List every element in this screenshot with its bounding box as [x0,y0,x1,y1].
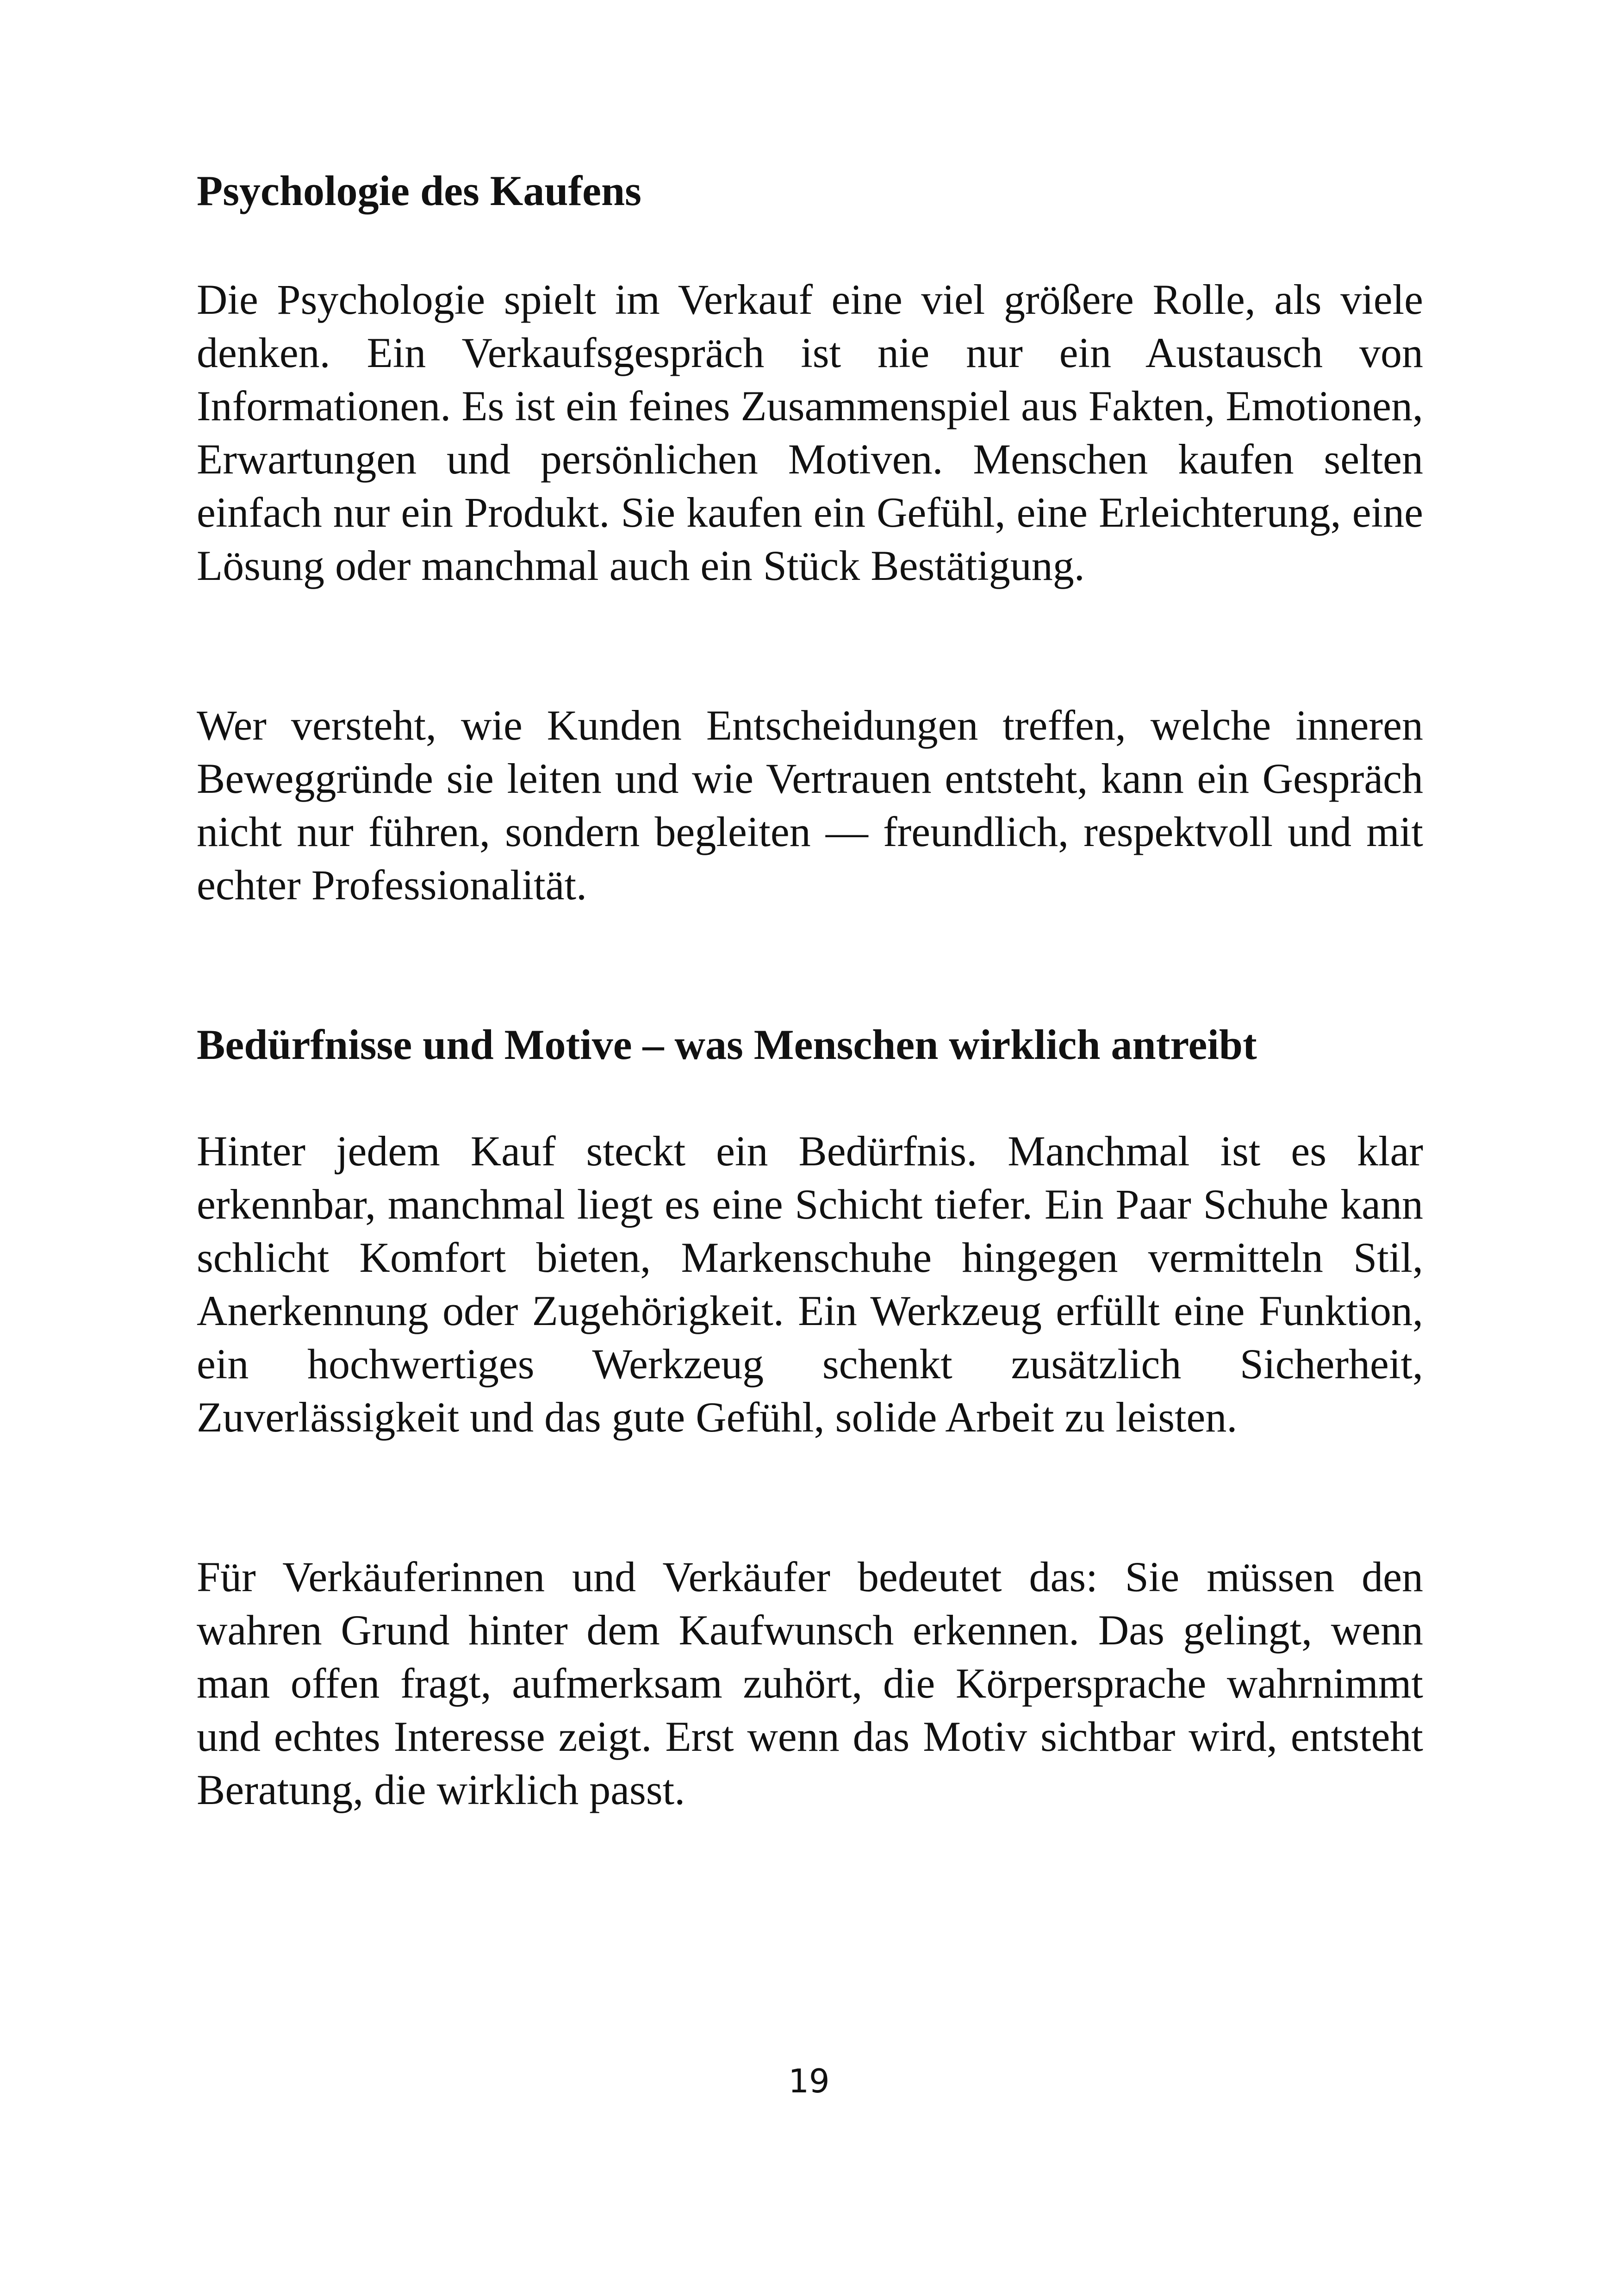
paragraph-beduerfnisse-intro: Hinter jedem Kauf steckt ein Bedürfnis. Manchmal ist es klar erkennbar, manchmal liegt es eine Schicht tiefer. Ein Paar Schuhe kann schlicht Komfort bieten, Markenschuhe hingegen vermitteln Stil, Anerkennung oder Zugehörigkeit. Ein Werkzeug erfüllt eine Funktion, ein hochwertiges Werkzeug schenkt zusätzlich Sicherheit, Zuverlässigkeit und das gute Gefühl, solide Arbeit zu leisten. [197,1127,1423,1441]
paragraph-beduerfnisse-verkaeufer: Für Verkäuferinnen und Verkäufer bedeutet das: Sie müssen den wahren Grund hinter dem Kaufwunsch erkennen. Das gelingt, wenn man offen fragt, aufmerksam zuhört, die Körpersprache wahrnimmt und echtes Interesse zeigt. Erst wenn das Motiv sichtbar wird, entsteht Beratung, die wirklich passt. [197,1553,1423,1813]
paragraph-psychologie-entscheidungen: Wer versteht, wie Kunden Entscheidungen treffen, welche inneren Beweggründe sie leiten und wie Vertrauen entsteht, kann ein Gespräch nicht nur führen, sondern begleiten — freundlich, respektvoll und mit echter Professionalität. [197,702,1423,908]
section-heading-psychologie: Psychologie des Kaufens [197,167,641,214]
document-page [197,0,1423,2296]
section-heading-beduerfnisse: Bedürfnisse und Motive – was Menschen wirklich antreibt [197,1021,1257,1068]
page-number: 19 [788,2062,830,2100]
paragraph-psychologie-intro: Die Psychologie spielt im Verkauf eine viel größere Rolle, als viele denken. Ein Verkaufsgespräch ist nie nur ein Austausch von Informationen. Es ist ein feines Zusammenspiel aus Fakten, Emotionen, Erwartungen und persönlichen Motiven. Menschen kaufen selten einfach nur ein Produkt. Sie kaufen ein Gefühl, eine Erleichterung, eine Lösung oder manchmal auch ein Stück Bestätigung. [197,276,1423,589]
